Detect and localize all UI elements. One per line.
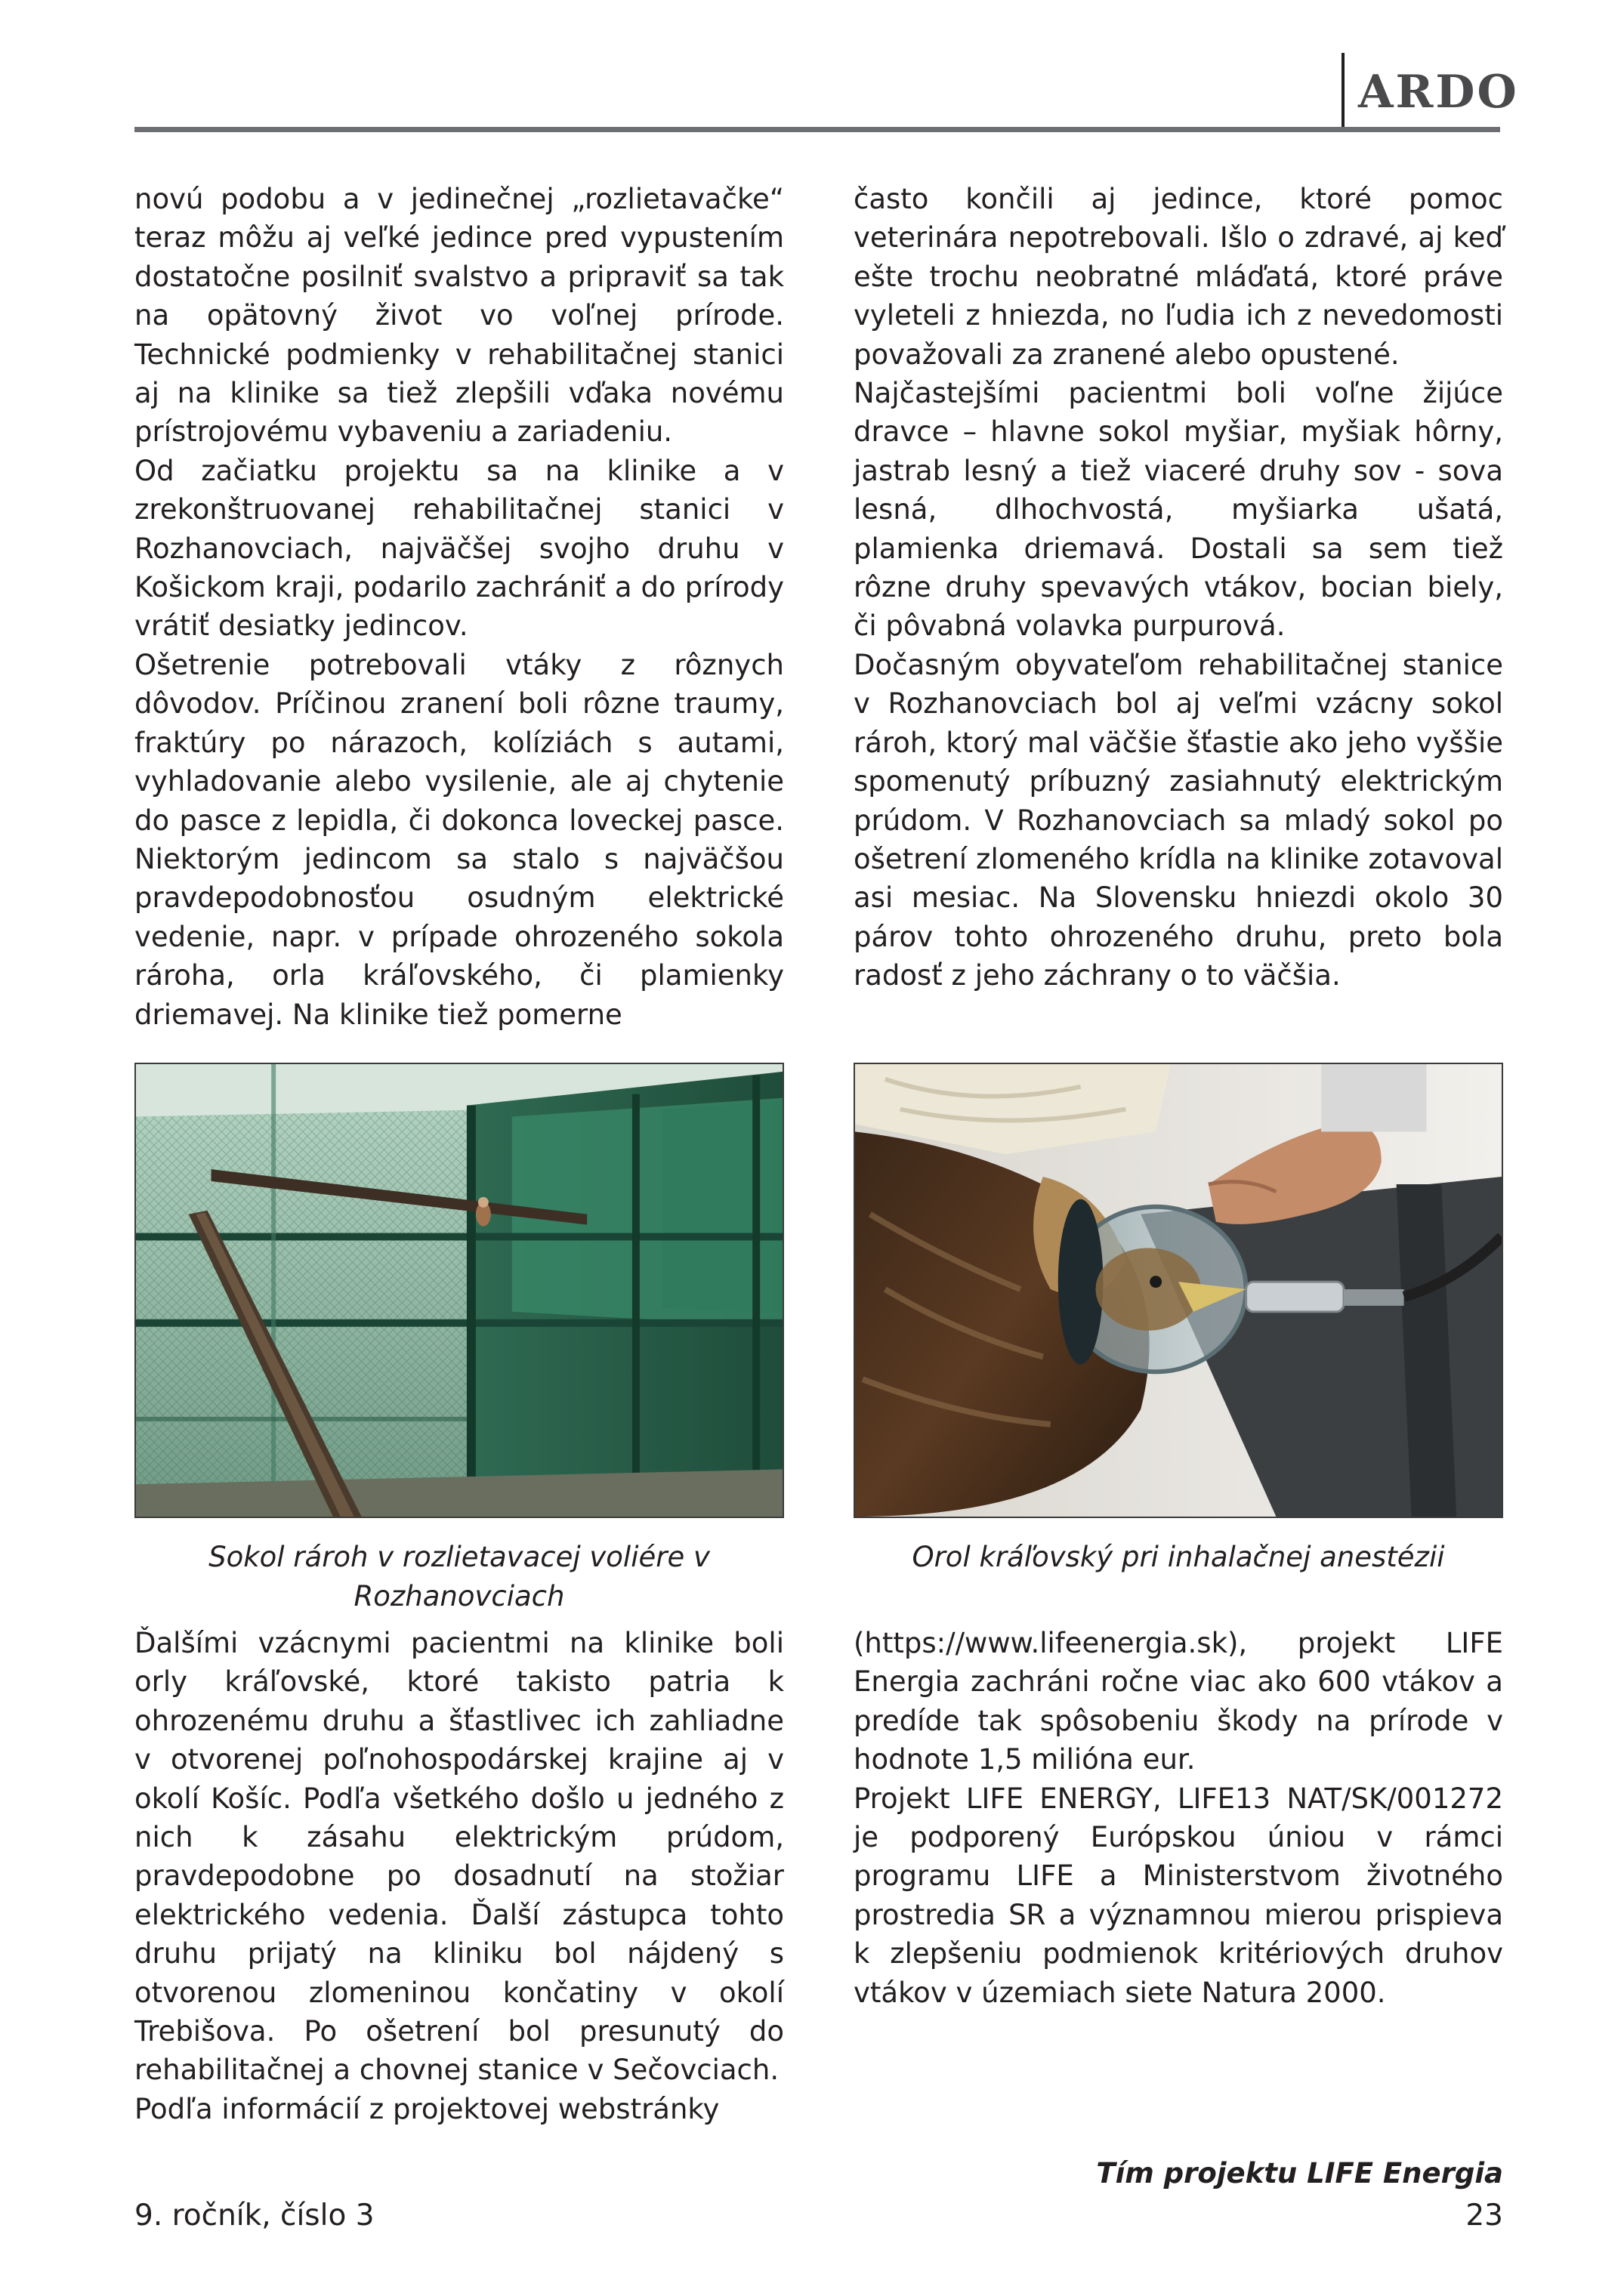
paragraph: (https://www.lifeenergia.sk), projekt LIFE Energia zachráni ročne viac ako 600 vtákov a predíde tak spôsobeniu škody na prírode v hodnote 1,5 milióna eur. [854,1627,1503,1776]
issue-label: 9. ročník, číslo 3 [134,2199,375,2233]
aviary-falcon-photo [134,1063,784,1518]
header-rule [134,127,1500,132]
journal-title: ARDO [1358,66,1519,119]
paragraph: novú podobu a v jedinečnej „rozlietavačke“ teraz môžu aj veľké jedince pred vypustením dostatočne posilniť svalstvo a pripraviť sa tak na opätovný život vo voľnej prírode. Technické podmienky v rehabilitačnej stanici aj na klinike sa tiež zlepšili vďaka novému prístrojovému vybaveniu a zariadeniu. [134,183,784,449]
left-column-top [134,180,784,1034]
paragraph: Ďalšími vzácnymi pacientmi na klinike boli orly kráľovské, ktoré takisto patria k ohrozenému druhu a šťastlivec ich zahliadne v otvorenej poľnohospodárskej krajine aj v okolí Košíc. Podľa všetkého došlo u jedného z nich k zásahu elektrickým prúdom, pravdepodobne po dosadnutí na stožiar elektrického vedenia. Ďalší zástupca tohto druhu prijatý na kliniku bol nájdený s otvorenou zlomeninou končatiny v okolí Trebišova. Po ošetrení bol presunutý do rehabilitačnej a chovnej stanice v Sečovciach. [134,1627,784,2087]
left-column-bottom [134,1624,784,2128]
page-number: 23 [1465,2199,1503,2233]
right-column-bottom [854,1624,1503,2012]
paragraph: Podľa informácií z projektovej webstránky [134,2092,720,2125]
figure-caption-right: Orol kráľovský pri inhalačnej anestézii [912,1541,1445,1573]
paragraph: často končili aj jedince, ktoré pomoc veterinára nepotrebovali. Išlo o zdravé, aj keď ešte trochu neobratné mláďatá, ktoré práve vyleteli z hniezda, no ľudia ich z nevedomosti považovali za zranené alebo opustené. [854,183,1503,371]
paragraph: Od začiatku projektu sa na klinike a v zrekonštruovanej rehabilitačnej stanici v Rozhanovciach, najväčšej svojho druhu v Košickom kraji, podarilo zachrániť a do prírody vrátiť desiatky jedincov. [134,454,784,643]
figure-caption-left: Sokol rároh v rozlietavacej voliére v Rozhanovciach [208,1541,710,1613]
paragraph: Ošetrenie potrebovali vtáky z rôznych dôvodov. Príčinou zranení boli rôzne traumy, fraktúry po nárazoch, kolíziách s autami, vyhladovanie alebo vysilenie, ale aj chytenie do pasce z lepidla, či dokonca loveckej pasce. Niektorým jedincom sa stalo s najväčšou pravdepodobnosťou osudným elektrické vedenie, napr. v prípade ohrozeného sokola rároha, orla kráľovského, či plamienky driemavej. Na klinike tiež pomerne [134,648,784,1031]
author-signature: Tím projektu LIFE Energia [1096,2157,1503,2190]
right-column-top [854,180,1503,995]
paragraph: Najčastejšími pacientmi boli voľne žijúce dravce – hlavne sokol myšiar, myšiak hôrny, jastrab lesný a tiež viaceré druhy sov - sova lesná, dlhochvostá, myšiarka ušatá, plamienka driemavá. Dostali sa sem tiež rôzne druhy spevavých vtákov, bocian biely, či pôvabná volavka purpurová. [854,377,1503,643]
eagle-anesthesia-photo [854,1063,1503,1518]
paragraph: Dočasným obyvateľom rehabilitačnej stanice v Rozhanovciach bol aj veľmi vzácny sokol rároh, ktorý mal väčšie šťastie ako jeho vyššie spomenutý príbuzný zasiahnutý elektrickým prúdom. V Rozhanovciach sa mladý sokol po ošetrení zlomeného krídla na klinike zotavoval asi mesiac. Na Slovensku hniezdi okolo 30 párov tohto ohrozeného druhu, preto bola radosť z jeho záchrany o to väčšia. [854,648,1503,992]
header-divider-tick [1341,53,1345,128]
paragraph: Projekt LIFE ENERGY, LIFE13 NAT/SK/001272 je podporený Európskou úniou v rámci programu LIFE a Ministerstvom životného prostredia SR a významnou mierou prispieva k zlepšeniu podmienok kritériových druhov vtákov v územiach siete Natura 2000. [854,1782,1503,2009]
